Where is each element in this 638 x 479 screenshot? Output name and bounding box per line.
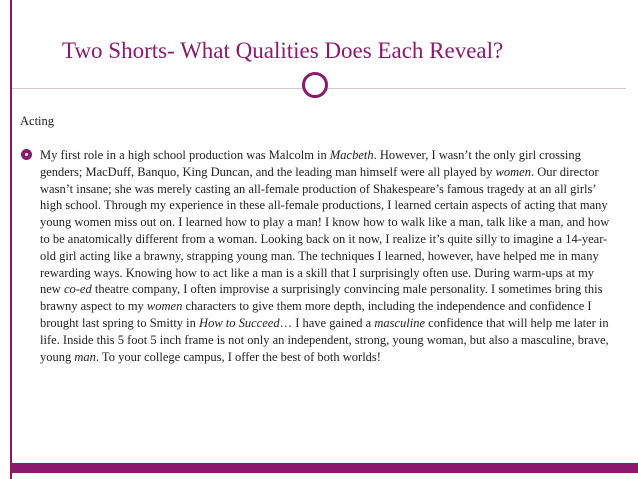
text-segment-italic: Macbeth (329, 148, 374, 162)
bullet-body-text (40, 147, 612, 365)
text-segment-italic: women (146, 299, 183, 314)
text-segment-italic: How to Succeed (199, 315, 280, 330)
text-segment: … I have gained a (279, 315, 375, 330)
text-segment: confidence that will help me later in life. Inside this 5 foot 5 inch frame is not only an independent, strong, young woman, but also a masculine, brave, young (40, 315, 609, 364)
text-segment-italic: women (495, 164, 531, 179)
circle-ornament-icon (302, 72, 328, 98)
text-segment: My first role in a high school production was Malcolm in (40, 148, 330, 162)
text-segment: . Our director wasn’t insane; she was merely casting an all-female production of Shakespeare’s famous tragedy at an all girls’ high school. Through my experience in these all-female productions, I learned certain aspects of acting that many young women miss out on. I learned how to play a man! I know how to walk like a man, talk like a man, and how to be anatomically different from a woman. Looking back on it now, I realize it’s quite silly to imagine a 14-year-old girl acting like a brawny, strapping young man. The techniques I learned, however, have helped me in many rewarding ways. Knowing how to act like a man is a skill that I surprisingly often use. During warm-ups at my new (40, 164, 610, 297)
slide-title: Two Shorts- What Qualities Does Each Reveal? (62, 38, 504, 63)
text-segment: theatre company, I often improvise a surprisingly convincing male personality. I sometimes bring this brawny aspect to my (40, 282, 603, 314)
bottom-accent-bar (10, 463, 638, 473)
text-segment: . To your college campus, I offer the best of both worlds! (95, 349, 381, 364)
text-segment: . However, I wasn’t the only girl crossing genders; MacDuff, Banquo, King Duncan, and the leading man himself were all played by (40, 148, 581, 179)
text-segment-italic: masculine (374, 315, 426, 330)
text-segment-italic: man (74, 349, 96, 364)
text-segment-italic: co-ed (63, 282, 92, 297)
bullet-icon (21, 149, 32, 160)
section-label: Acting (20, 114, 55, 128)
left-accent-rule (10, 0, 12, 479)
text-segment: characters to give them more depth, including the independence and confidence I brought last spring to Smitty in (40, 299, 592, 330)
